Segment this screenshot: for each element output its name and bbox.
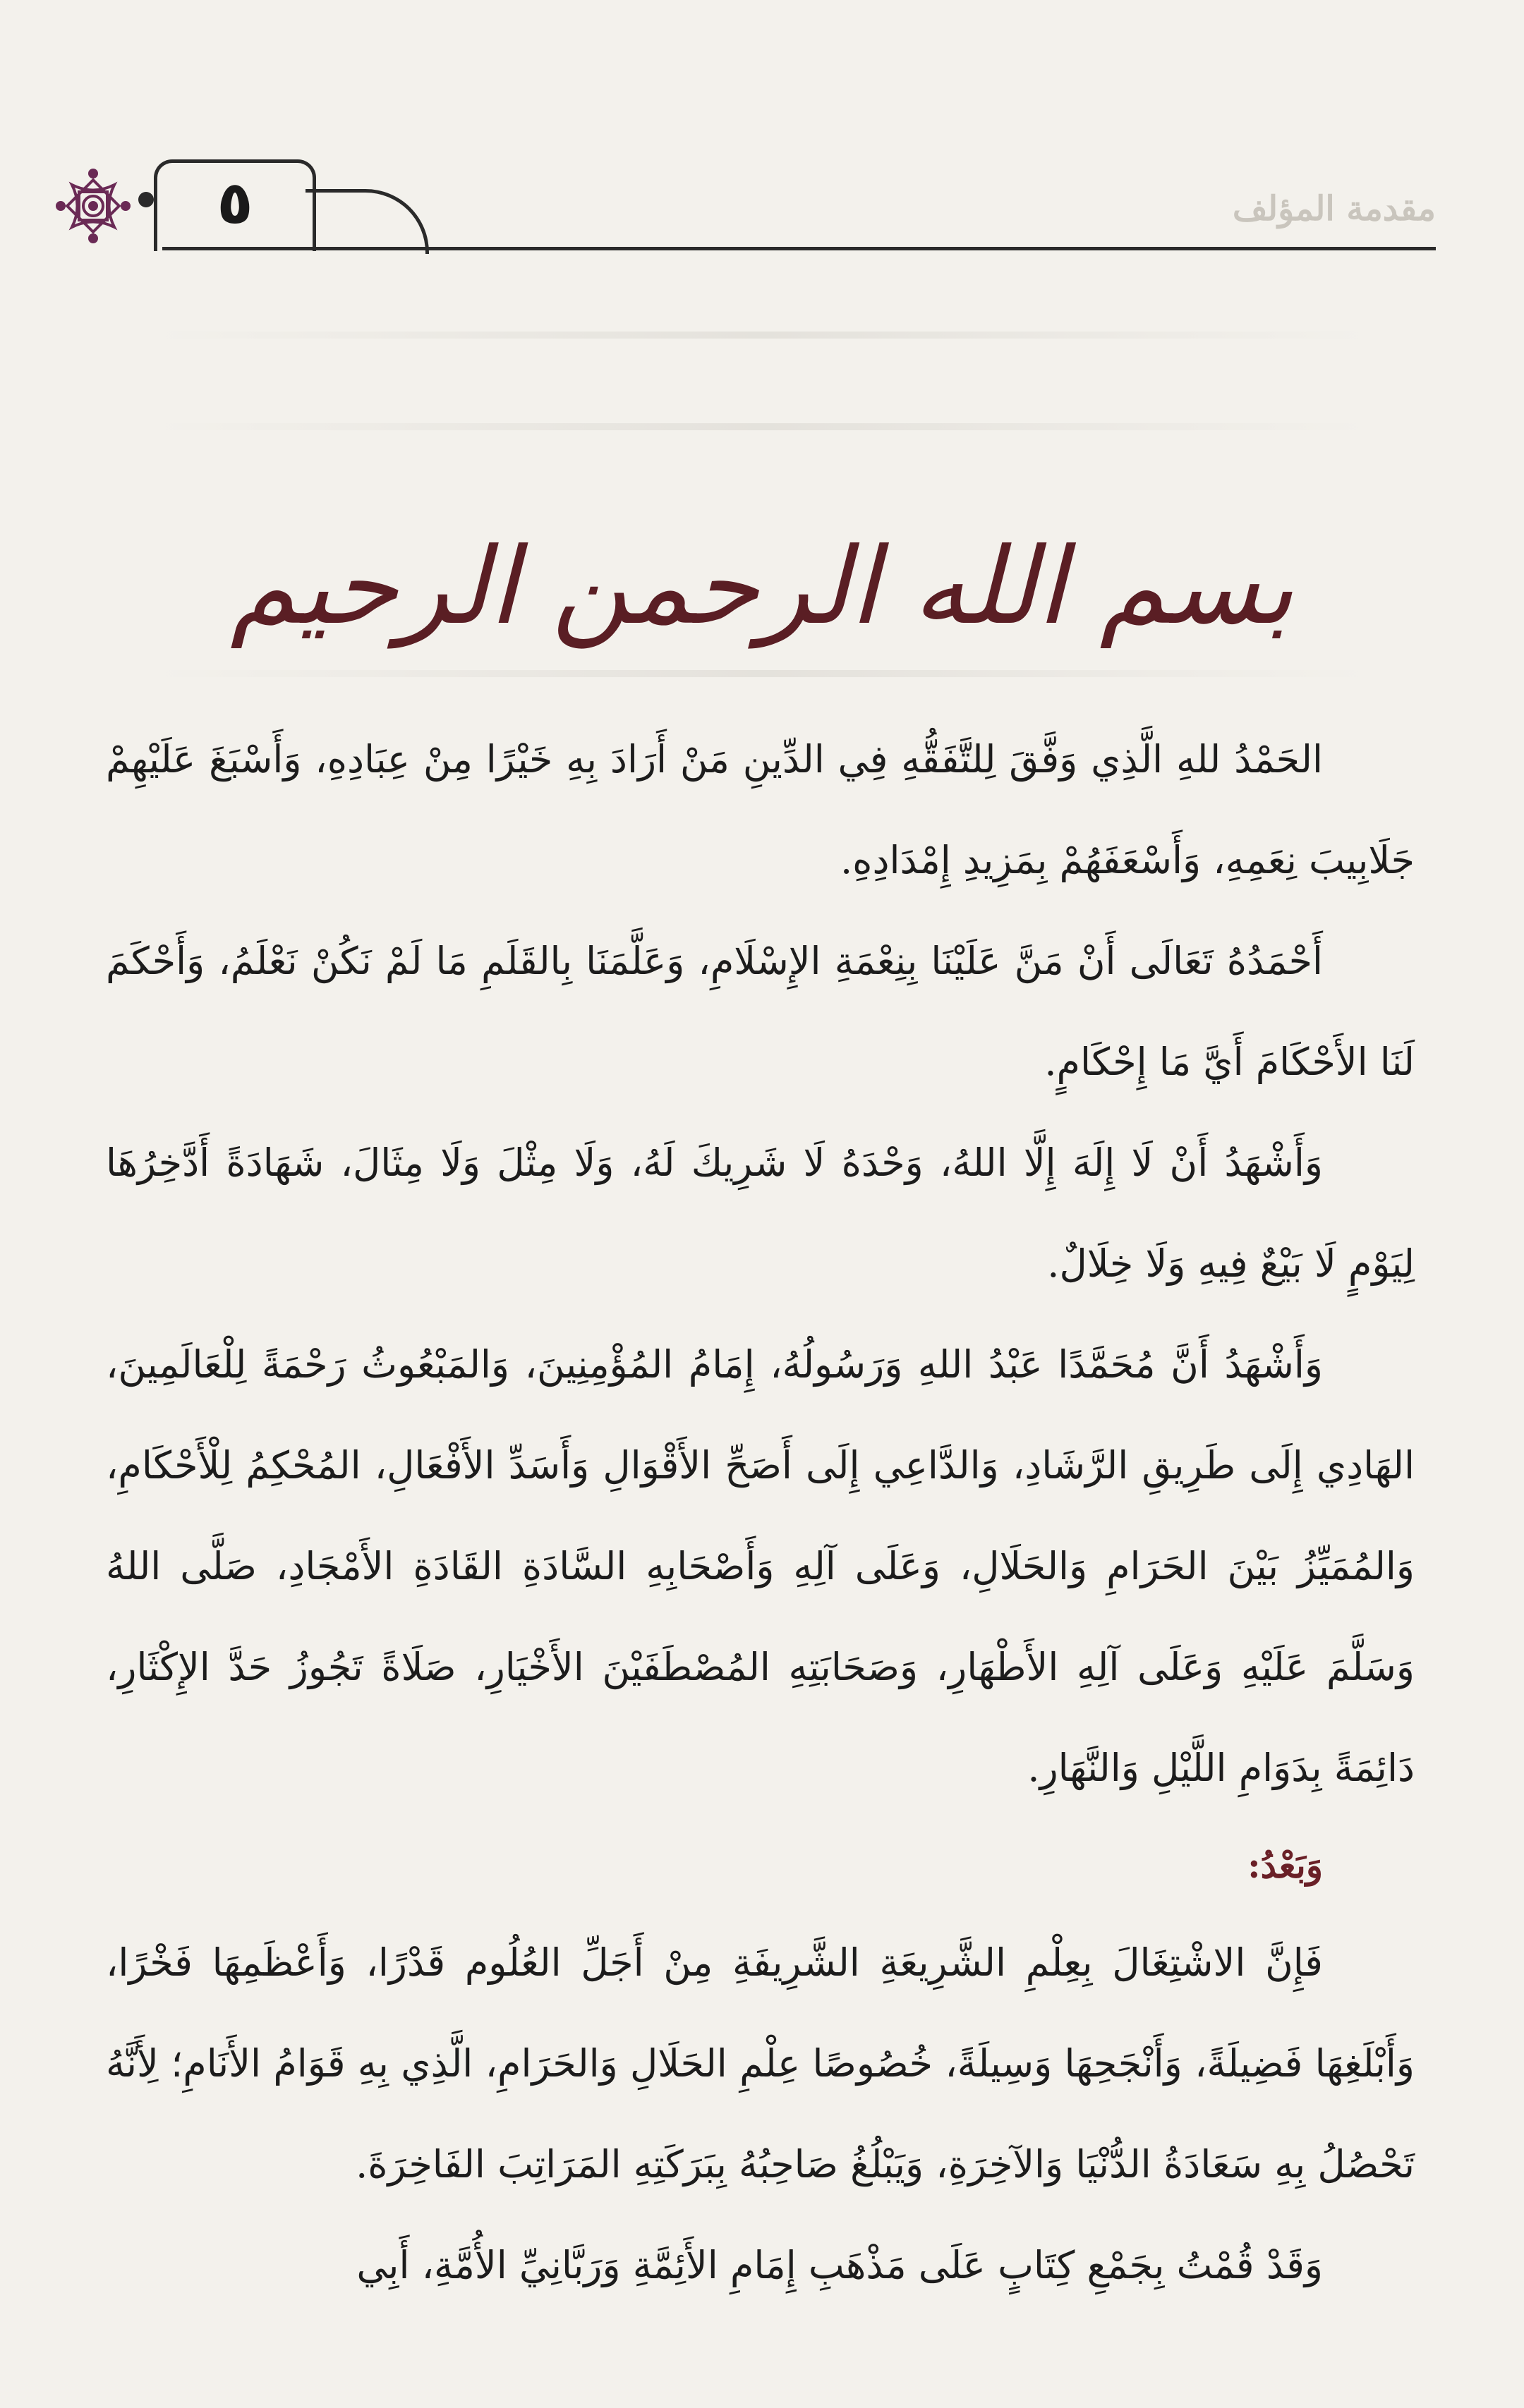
- bleed-through-line: [155, 423, 1369, 430]
- paragraph-praise: الحَمْدُ للهِ الَّذِي وَفَّقَ لِلتَّفَقُّهِ فِي الدِّينِ مَنْ أَرَادَ بِهِ خَيْرًا مِنْ عِبَادِهِ، وَأَسْبَغَ عَلَيْهِمْ جَلَابِيبَ نِعَمِهِ، وَأَسْعَفَهُمْ بِمَزِيدِ إِمْدَادِهِ.: [106, 737, 1415, 882]
- paragraph-prophet: وَأَشْهَدُ أَنَّ مُحَمَّدًا عَبْدُ اللهِ وَرَسُولُهُ، إِمَامُ المُؤْمِنِينَ، وَالمَبْعُوثُ رَحْمَةً لِلْعَالَمِينَ، الهَادِي إِلَى طَرِيقِ الرَّشَادِ، وَالدَّاعِي إِلَى أَصَحِّ الأَقْوَالِ وَأَسَدِّ الأَفْعَالِ، المُحْكِمُ لِلْأَحْكَامِ، وَالمُمَيِّزُ بَيْنَ الحَرَامِ وَالحَلَالِ، وَعَلَى آلِهِ وَأَصْحَابِهِ السَّادَةِ القَادَةِ الأَمْجَادِ، صَلَّى اللهُ وَسَلَّمَ عَلَيْهِ وَعَلَى آلِهِ الأَطْهَارِ، وَصَحَابَتِهِ المُصْطَفَيْنَ الأَخْيَارِ، صَلَاةً تَجُوزُ حَدَّ الإِكْثَارِ، دَائِمَةً بِدَوَامِ اللَّيْلِ وَالنَّهَارِ.: [106, 1342, 1415, 1790]
- page-number: ٥: [217, 168, 253, 237]
- running-title: مقدمة المؤلف: [1232, 189, 1436, 229]
- paragraph-testimony: وَأَشْهَدُ أَنْ لَا إِلَهَ إِلَّا اللهُ، وَحْدَهُ لَا شَرِيكَ لَهُ، وَلَا مِثْلَ وَلَا مِثَالَ، شَهَادَةً أَدَّخِرُهَا لِيَوْمٍ لَا بَيْعٌ فِيهِ وَلَا خِلَالٌ.: [106, 1141, 1415, 1286]
- page-tab-curve: [306, 189, 429, 254]
- bleed-through-line: [155, 670, 1369, 677]
- header-rule: [162, 247, 1436, 250]
- paragraph-knowledge: فَإِنَّ الاشْتِغَالَ بِعِلْمِ الشَّرِيعَةِ الشَّرِيفَةِ مِنْ أَجَلِّ العُلُوم قَدْرًا، وَأَعْظَمِهَا فَخْرًا، وَأَبْلَغِهَا فَضِيلَةً، وَأَنْجَحِهَا وَسِيلَةً، خُصُوصًا عِلْمِ الحَلَالِ وَالحَرَامِ، الَّذِي بِهِ قَوَامُ الأَنَامِ؛ لِأَنَّهُ تَحْصُلُ بِهِ سَعَادَةُ الدُّنْيَا وَالآخِرَةِ، وَيَبْلُغُ صَاحِبُهُ بِبَرَكَتِهِ المَرَاتِبَ الفَاخِرَةَ.: [106, 1940, 1415, 2187]
- header-dot: [138, 192, 154, 207]
- bleed-through-line: [155, 332, 1369, 339]
- paragraph-compilation: وَقَدْ قُمْتُ بِجَمْعِ كِتَابٍ عَلَى مَذْهَبِ إِمَامِ الأَئِمَّةِ وَرَبَّانِيِّ الأُمَّةِ، أَبِي: [356, 2243, 1323, 2287]
- section-heading: وَبَعْدُ:: [1247, 1844, 1323, 1886]
- paragraph-gratitude: أَحْمَدُهُ تَعَالَى أَنْ مَنَّ عَلَيْنَا بِنِعْمَةِ الإِسْلَامِ، وَعَلَّمَنَا بِالقَلَمِ مَا لَمْ نَكُنْ نَعْلَمُ، وَأَحْكَمَ لَنَا الأَحْكَامَ أَيَّ مَا إِحْكَامٍ.: [106, 939, 1415, 1084]
- basmala-calligraphy: بسم الله الرحمن الرحيم: [230, 525, 1294, 648]
- arabesque-ornament-icon: [51, 164, 135, 248]
- body-text: [106, 709, 1415, 2316]
